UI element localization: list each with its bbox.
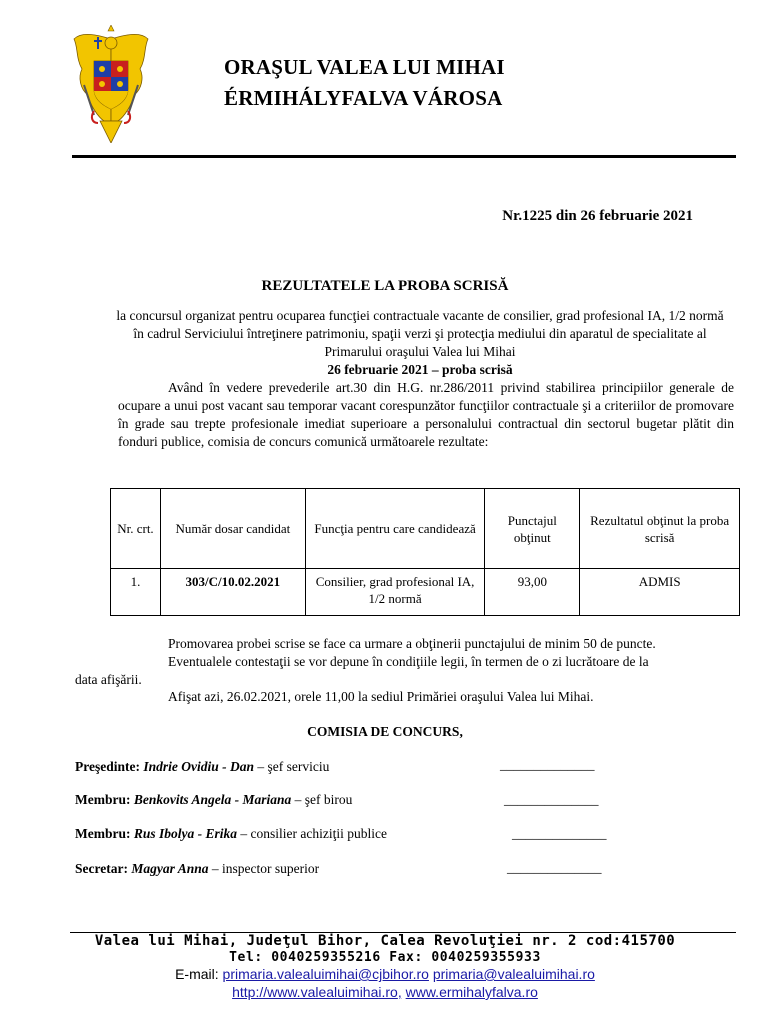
note-contestations: Eventualele contestaţii se vor depune în condiţiile legii, în termen de o zi lucrătoare de la	[168, 654, 649, 669]
footer-phones: Tel: 0040259355216 Fax: 0040259355933	[229, 950, 541, 965]
table-header-cell: Număr dosar candidat	[160, 489, 305, 569]
member-function: – consilier achiziţii publice	[237, 826, 387, 841]
member-function: – şef serviciu	[254, 759, 330, 774]
table-header-row	[111, 489, 740, 569]
signature-line: ______________	[507, 860, 602, 875]
table-header-cell: Punctajul obţinut	[485, 489, 580, 569]
table-cell-file-number: 303/C/10.02.2021	[160, 569, 305, 616]
signature-line: ______________	[500, 757, 595, 772]
commission-title: COMISIA DE CONCURS,	[307, 724, 463, 739]
email-link-primary[interactable]: primaria.valealuimihai@cjbihor.ro	[222, 966, 429, 982]
member-name: Benkovits Angela - Mariana	[133, 792, 292, 807]
document-heading: REZULTATELE LA PROBA SCRISĂ	[261, 278, 509, 294]
intro-text: la concursul organizat pentru ocuparea funcţiei contractuale vacante de consilier, grad profesional IA, 1/2 normă în cadrul Serviciului întreţinere patrimoniu, spaţii verzi şi protecţia mediului din aparatul de specialitate al Primarului oraşului Valea lui Mihai	[116, 308, 724, 359]
email-link-secondary[interactable]: primaria@valealuimihai.ro	[432, 966, 595, 982]
member-role: Preşedinte:	[75, 759, 140, 774]
document-reference-number: Nr.1225 din 26 februarie 2021	[502, 208, 693, 224]
header-divider	[72, 155, 736, 158]
commission-member	[75, 792, 352, 808]
website-link-primary[interactable]: http://www.valealuimihai.ro	[232, 984, 398, 1000]
note-minimum-score: Promovarea probei scrise se face ca urmare a obţinerii punctajului de minim 50 de puncte.	[168, 636, 656, 651]
footer-address: Valea lui Mihai, Judeţul Bihor, Calea Revoluţiei nr. 2 cod:415700	[94, 933, 676, 949]
website-link-secondary[interactable]: www.ermihalyfalva.ro	[405, 984, 538, 1000]
note-contestations-continued: data afişării.	[75, 672, 142, 687]
intro-block	[110, 307, 730, 379]
member-role: Membru:	[75, 826, 131, 841]
coat-of-arms-logo	[70, 25, 152, 143]
table-row	[111, 569, 740, 616]
table-header-cell: Funcţia pentru care candidează	[305, 489, 485, 569]
member-role: Secretar:	[75, 861, 128, 876]
commission-member	[75, 759, 329, 775]
note-posting: Afişat azi, 26.02.2021, orele 11,00 la sediul Primăriei oraşului Valea lui Mihai.	[168, 689, 594, 704]
table-cell-nr: 1.	[111, 569, 161, 616]
table-cell-position: Consilier, grad profesional IA, 1/2 normă	[305, 569, 485, 616]
legal-paragraph: Având în vedere prevederile art.30 din H.G. nr.286/2011 privind stabilirea principiilor generale de ocupare a unui post vacant sau temporar vacant corespunzător funcţiilor contractuale şi a criteriilor de promovare în grade sau trepte profesionale imediat superioare a personalului contractual din sectorul bugetar plătit din fonduri publice, comisia de concurs comunică următoarele rezultate:	[118, 380, 734, 449]
table-header-cell: Rezultatul obţinut la proba scrisă	[580, 489, 740, 569]
table-cell-result: ADMIS	[580, 569, 740, 616]
member-function: – şef birou	[291, 792, 353, 807]
results-table	[110, 488, 740, 616]
commission-member	[75, 826, 387, 842]
table-header-cell: Nr. crt.	[111, 489, 161, 569]
member-name: Magyar Anna	[131, 861, 209, 876]
signature-line: ______________	[512, 826, 607, 841]
table-cell-score: 93,00	[485, 569, 580, 616]
city-name-romanian: ORAŞUL VALEA LUI MIHAI	[224, 55, 505, 79]
city-name-hungarian: ÉRMIHÁLYFALVA VÁROSA	[224, 86, 503, 110]
exam-date: 26 februarie 2021 – proba scrisă	[327, 362, 513, 377]
member-role: Membru:	[75, 792, 131, 807]
member-name: Indrie Ovidiu - Dan	[143, 759, 254, 774]
member-name: Rus Ibolya - Erika	[133, 826, 238, 841]
signature-line: ______________	[504, 792, 599, 807]
footer-email	[0, 966, 770, 982]
commission-member	[75, 861, 319, 877]
footer-websites: http://www.valealuimihai.ro, www.ermihalyfalva.ro	[232, 984, 538, 1000]
email-label: E-mail:	[175, 966, 219, 982]
member-function: – inspector superior	[208, 861, 320, 876]
